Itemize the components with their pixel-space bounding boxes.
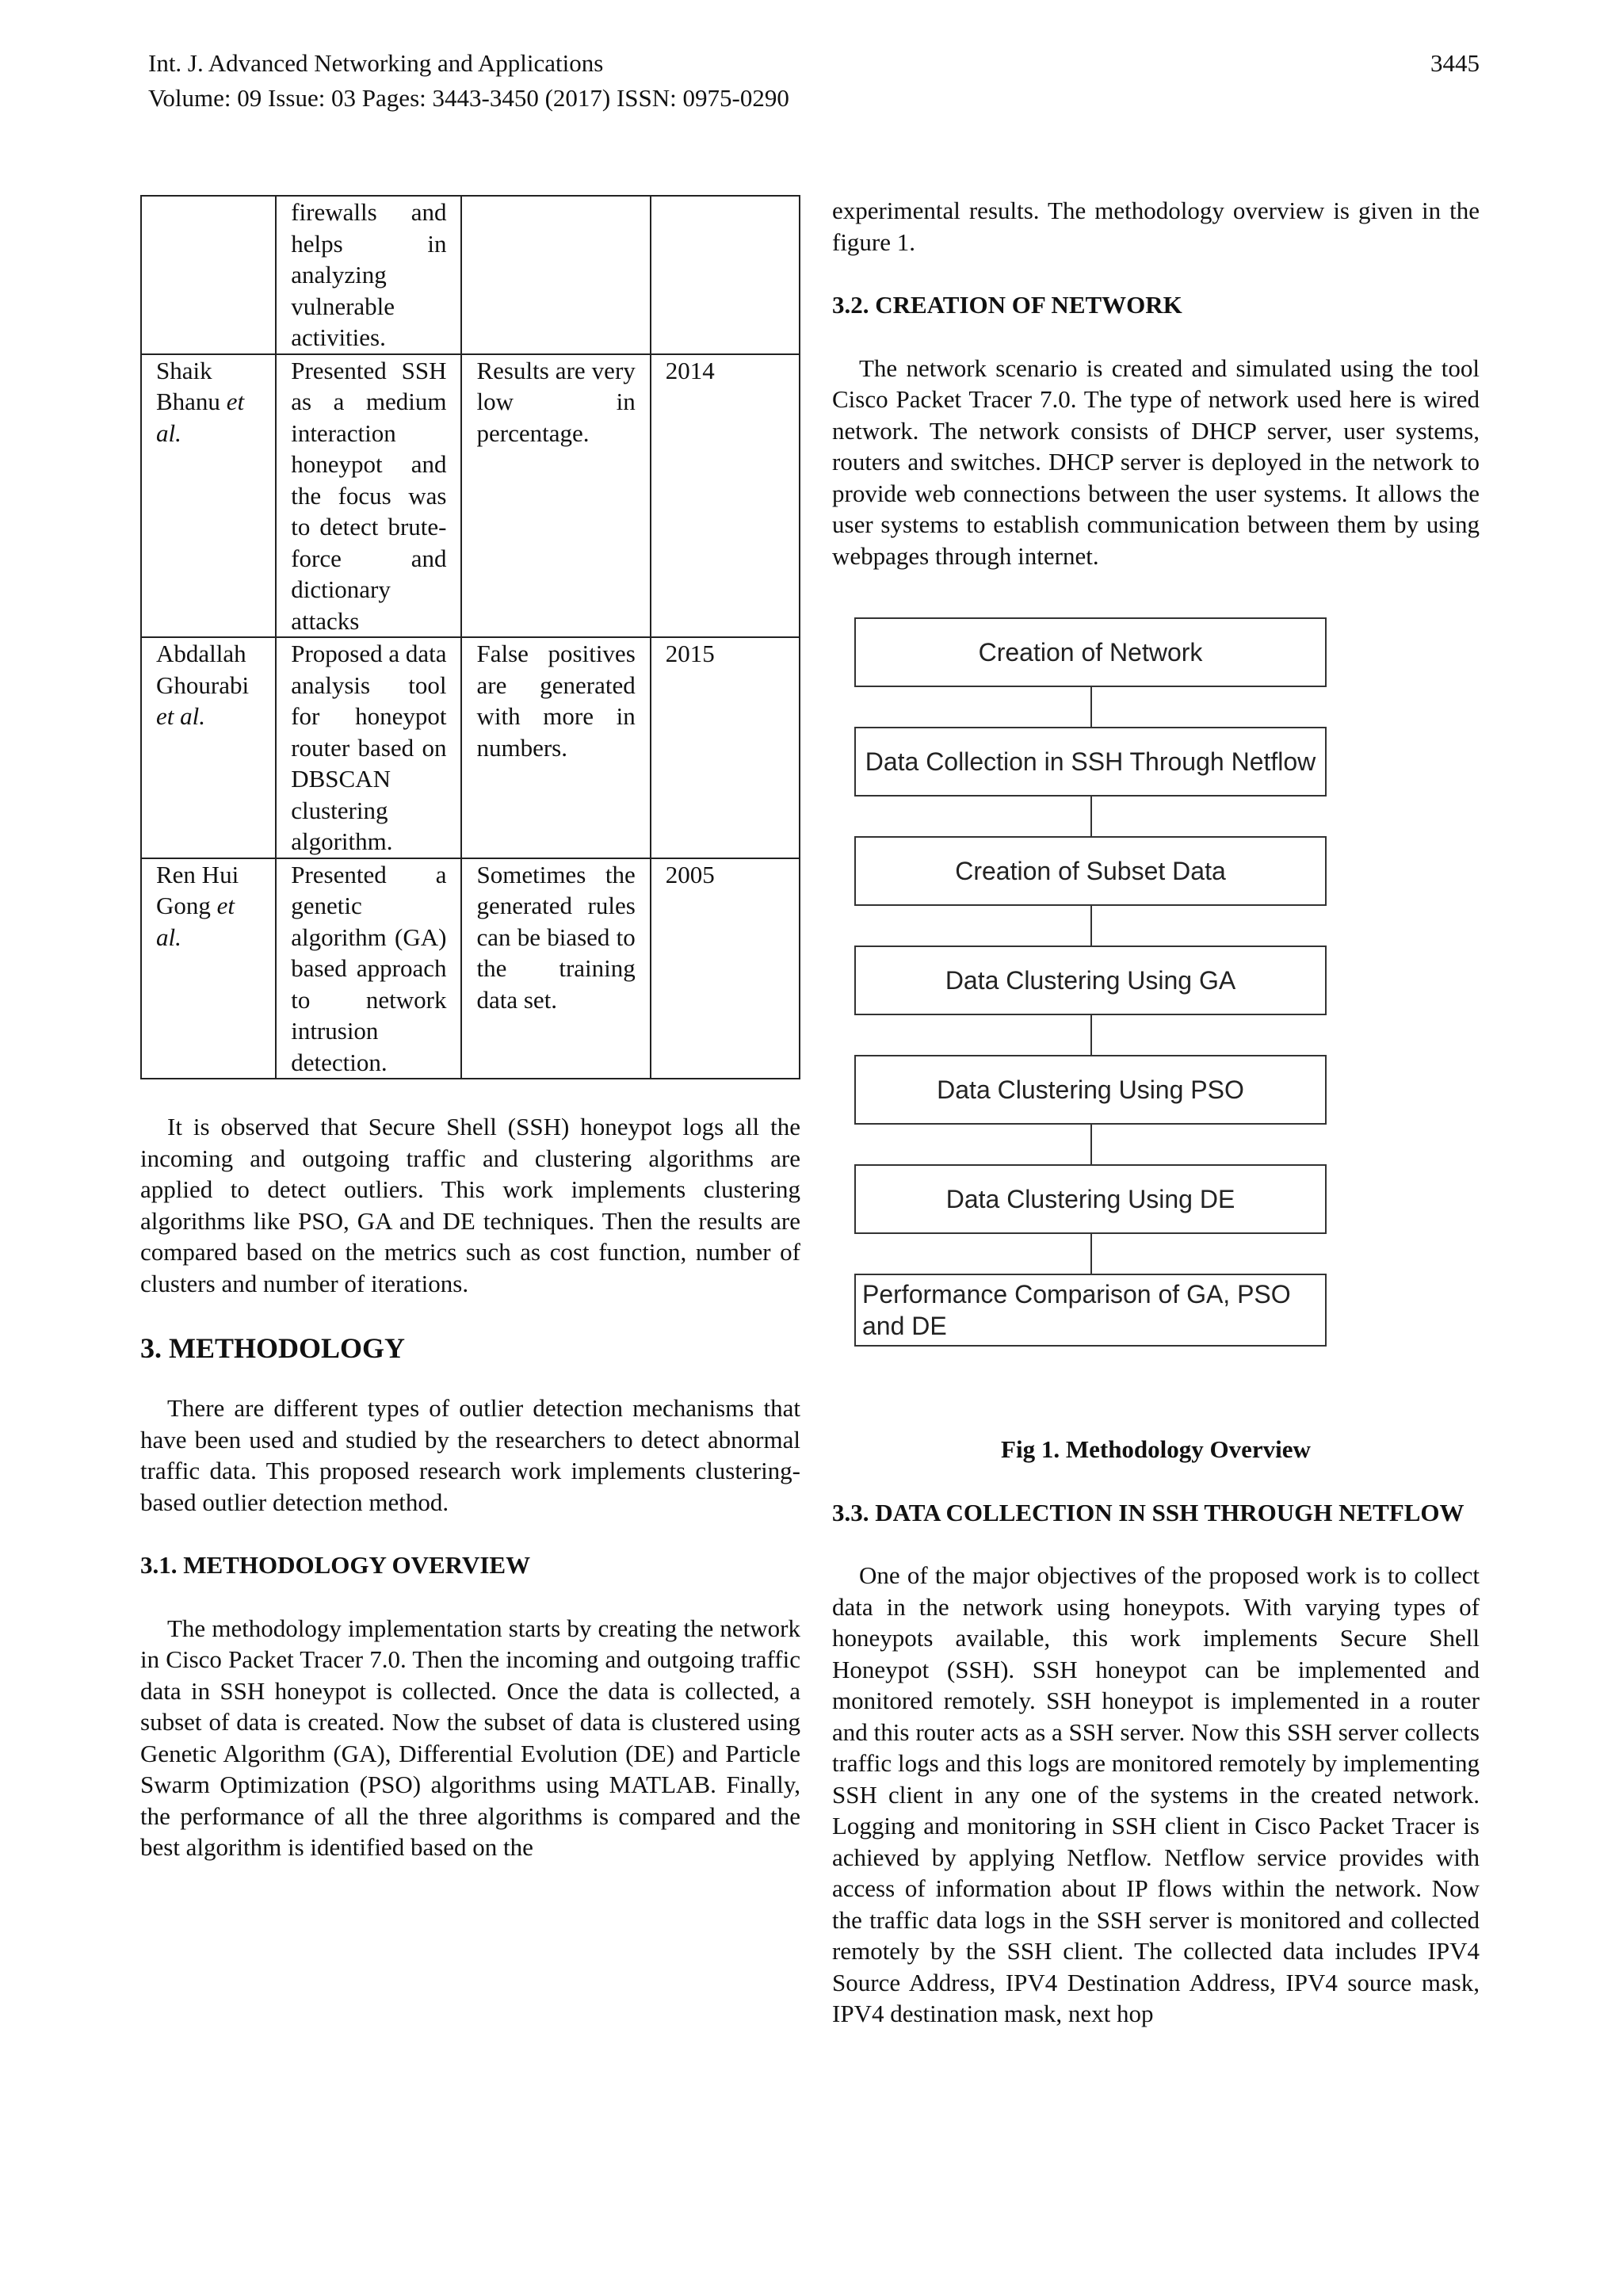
left-column [140,195,800,1863]
author-cell [141,196,276,354]
limitation-cell: False positives are generated with more in numbers. [461,637,650,858]
flow-step-performance-comparison: Performance Comparison of GA, PSO and DE [854,1274,1327,1347]
paragraph-continued: experimental results. The methodology overview is given in the figure 1. [832,197,1480,256]
flow-connector [1090,1234,1092,1274]
author-cell: Shaik Bhanu et al. [141,354,276,638]
figure-caption: Fig 1. Methodology Overview [1001,1435,1311,1463]
description-cell: Presented SSH as a medium interaction honeypot and the focus was to detect brute-force and dictionary attacks [276,354,461,638]
paragraph-creation: The network scenario is created and simulated using the tool Cisco Packet Tracer 7.0. The type of network used here is wired network. The network consists of DHCP server, user systems, routers and switches. DHCP server is deployed in the network to provide web connections between the user systems. It allows the user systems to establish communication between them by using webpages through internet. [832,353,1480,570]
flow-step-clustering-de: Data Clustering Using DE [854,1164,1327,1234]
flow-step-clustering-pso: Data Clustering Using PSO [854,1055,1327,1125]
paragraph-methodology: There are different types of outlier detection mechanisms that have been used and studied by the researchers to detect abnormal traffic data. This proposed research work implements clustering-based outlier detection method. [140,1394,800,1516]
flow-step-subset-data: Creation of Subset Data [854,836,1327,906]
author-cell: Abdallah Ghourabi et al. [141,637,276,858]
section-heading-creation: 3.2. CREATION OF NETWORK [832,291,1182,319]
section-heading-collection: 3.3. DATA COLLECTION IN SSH THROUGH NETFLOW [832,1498,1465,1526]
limitation-cell [461,196,650,354]
right-column [832,195,1480,2030]
flow-step-data-collection: Data Collection in SSH Through Netflow [854,727,1327,797]
section-heading-methodology: 3. METHODOLOGY [140,1332,406,1364]
description-cell: firewalls and helps in analyzing vulnerable activities. [276,196,461,354]
limitation-cell: Results are very low in percentage. [461,354,650,638]
flow-connector [1090,1125,1092,1164]
table-row [141,354,800,638]
year-cell [651,196,800,354]
author-cell: Ren Hui Gong et al. [141,858,276,1079]
paragraph-observed: It is observed that Secure Shell (SSH) honeypot logs all the incoming and outgoing traffic and clustering algorithms are applied to detect outliers. This work implements clustering algorithms like PSO, GA and DE techniques. Then the results are compared based on the metrics such as cost function, number of clusters and number of iterations. [140,1113,800,1297]
flow-connector [1090,687,1092,727]
year-cell: 2014 [651,354,800,638]
flow-step-clustering-ga: Data Clustering Using GA [854,946,1327,1015]
description-cell: Proposed a data analysis tool for honeypot router based on DBSCAN clustering algorithm. [276,637,461,858]
paragraph-collection: One of the major objectives of the proposed work is to collect data in the network using honeypots. With varying types of honeypots available, this work implements Secure Shell Honeypot (SSH). SSH honeypot can be implemented and monitored remotely. SSH honeypot is implemented in a router and this router acts as a SSH server. Now this SSH server collects traffic logs and this logs are monitored remotely by implementing SSH client in any one of the systems in the created network. Logging and monitoring in SSH client in Cisco Packet Tracer is achieved by applying Netflow. Netflow service provides with access of information about IP flows within the network. Now the traffic data logs in the SSH server is monitored and collected remotely by the SSH client. The collected data includes IPV4 Source Address, IPV4 Destination Address, IPV4 source mask, IPV4 destination mask, next hop [832,1561,1480,2027]
limitation-cell: Sometimes the generated rules can be biased to the training data set. [461,858,650,1079]
description-cell: Presented a genetic algorithm (GA) based approach to network intrusion detection. [276,858,461,1079]
table-row [141,858,800,1079]
page-number: 3445 [1430,49,1480,77]
table-row [141,196,800,354]
literature-table [140,195,800,1079]
journal-name: Int. J. Advanced Networking and Applications [148,49,604,77]
year-cell: 2005 [651,858,800,1079]
flow-connector [1090,1015,1092,1055]
table-row [141,637,800,858]
paragraph-overview: The methodology implementation starts by creating the network in Cisco Packet Tracer 7.0. Then the incoming and outgoing traffic data in SSH honeypot is collected. Once the data is collected, a subset of data is created. Now the subset of data is clustered using Genetic Algorithm (GA), Differential Evolution (DE) and Particle Swarm Optimization (PSO) algorithms using MATLAB. Finally, the performance of all the three algorithms is compared and the best algorithm is identified based on the [140,1614,800,1861]
flow-step-creation-of-network: Creation of Network [854,617,1327,687]
section-heading-overview: 3.1. METHODOLOGY OVERVIEW [140,1551,531,1579]
flow-connector [1090,797,1092,836]
year-cell: 2015 [651,637,800,858]
page-header [148,46,1480,116]
journal-volume: Volume: 09 Issue: 03 Pages: 3443-3450 (2017) ISSN: 0975-0290 [148,84,789,112]
flow-connector [1090,906,1092,946]
methodology-flowchart [832,617,1480,1418]
